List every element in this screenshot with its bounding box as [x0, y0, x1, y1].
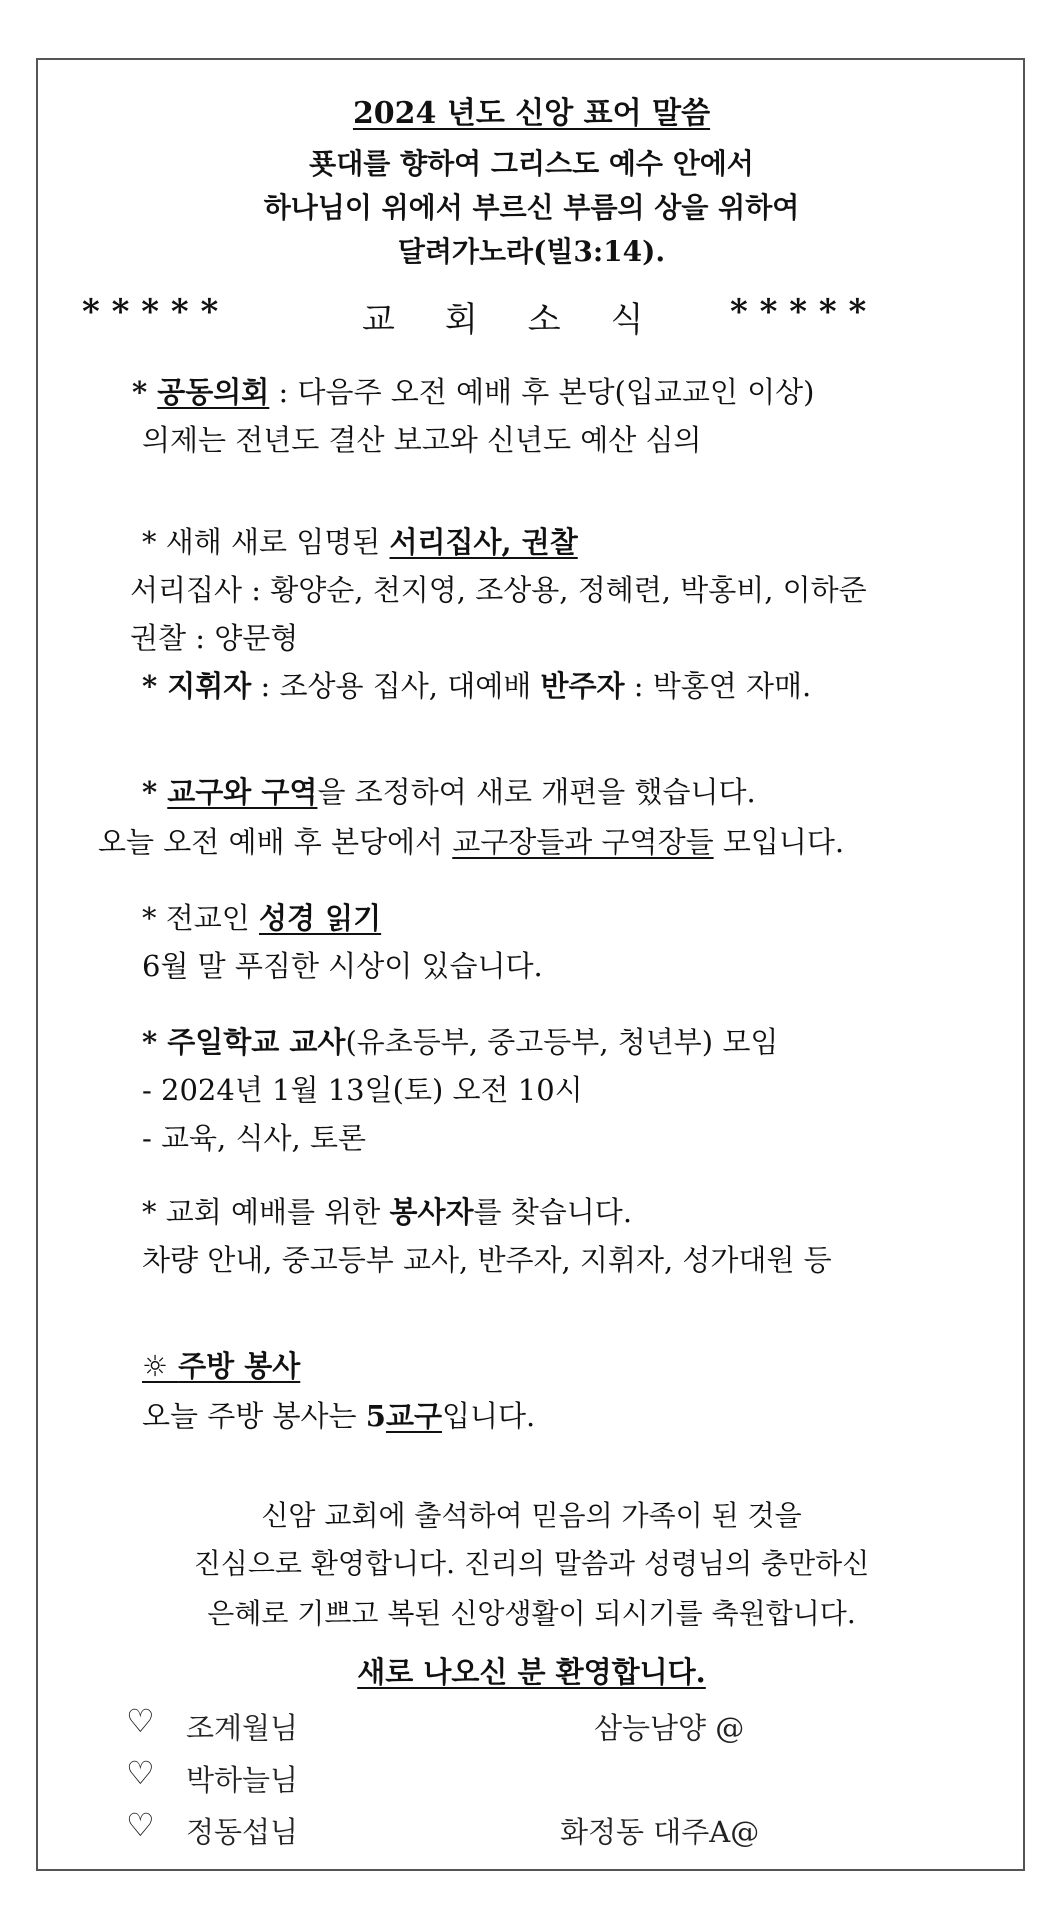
welcome-title: 새로 나오신 분 환영합니다.	[357, 1655, 706, 1689]
banner-stars-left: * * * * *	[82, 292, 219, 332]
conductor-item: * 지휘자 : 조상용 집사, 대예배 반주자 : 박홍연 자매.	[142, 669, 812, 703]
council-title: 공동의회	[157, 375, 270, 409]
sunday-school-date: - 2024년 1월 13일(토) 오전 10시	[142, 1073, 583, 1107]
closing-line-3: 은혜로 기쁘고 복된 신앙생활이 되시기를 축원합니다.	[207, 1597, 856, 1630]
appoint-item: * 새해 새로 임명된 서리집사, 권찰	[142, 525, 578, 559]
sunday-school-item: * 주일학교 교사(유초등부, 중고등부, 청년부) 모임	[142, 1025, 779, 1059]
heart-icon: ♡	[126, 1806, 155, 1844]
motto-line-3: 달려가노라(빌3:14).	[397, 235, 666, 268]
heart-icon: ♡	[126, 1754, 155, 1792]
closing-line-1: 신암 교회에 출석하여 믿음의 가족이 된 것을	[261, 1499, 802, 1532]
banner-stars-right: * * * * *	[730, 292, 867, 332]
district-item: * 교구와 구역을 조정하여 새로 개편을 했습니다.	[142, 775, 756, 809]
council-item: * 공동의회 : 다음주 오전 예배 후 본당(입교교인 이상)	[132, 375, 815, 409]
sun-icon: ☼	[142, 1349, 168, 1383]
heart-icon: ♡	[126, 1702, 155, 1740]
kitchen-title: 주방 봉사	[178, 1349, 301, 1383]
motto-line-1: 푯대를 향하여 그리스도 예수 안에서	[309, 147, 754, 180]
bible-award: 6월 말 푸짐한 시상이 있습니다.	[142, 949, 543, 983]
motto-line-2: 하나님이 위에서 부르신 부름의 상을 위하여	[263, 191, 800, 224]
volunteer-title: 봉사자	[389, 1195, 474, 1229]
newcomer-address: 화정동 대주A@	[560, 1815, 760, 1849]
newcomer-address: 삼능남양 @	[594, 1711, 745, 1745]
district-title: 교구와 구역	[167, 775, 318, 809]
newcomer-name: 조계월님	[186, 1711, 299, 1745]
district-meeting: 오늘 오전 예배 후 본당에서 교구장들과 구역장들 모입니다.	[98, 825, 845, 859]
appoint-deacons: 서리집사 : 황양순, 천지영, 조상용, 정혜련, 박홍비, 이하준	[130, 573, 867, 607]
volunteer-roles: 차량 안내, 중고등부 교사, 반주자, 지휘자, 성가대원 등	[142, 1243, 832, 1277]
sunday-school-title: 주일학교 교사	[167, 1025, 346, 1059]
kitchen-detail: 오늘 주방 봉사는 5교구입니다.	[142, 1399, 536, 1433]
appoint-title: 서리집사, 권찰	[389, 525, 578, 559]
newcomer-name: 박하늘님	[186, 1763, 299, 1797]
banner-title: 교회소식	[362, 300, 694, 340]
volunteer-item: * 교회 예배를 위한 봉사자를 찾습니다.	[142, 1195, 633, 1229]
kitchen-item	[142, 1344, 300, 1385]
motto-title: 2024 년도 신앙 표어 말씀	[352, 96, 711, 131]
bible-title: 성경 읽기	[258, 901, 382, 935]
appoint-gwonchal: 권찰 : 양문형	[130, 621, 299, 655]
newcomer-name: 정동섭님	[186, 1815, 299, 1849]
bible-item: * 전교인 성경 읽기	[142, 901, 382, 935]
sunday-school-agenda: - 교육, 식사, 토론	[142, 1121, 366, 1155]
council-agenda: 의제는 전년도 결산 보고와 신년도 예산 심의	[142, 423, 702, 457]
closing-line-2: 진심으로 환영합니다. 진리의 말씀과 성령님의 충만하신	[193, 1547, 870, 1580]
